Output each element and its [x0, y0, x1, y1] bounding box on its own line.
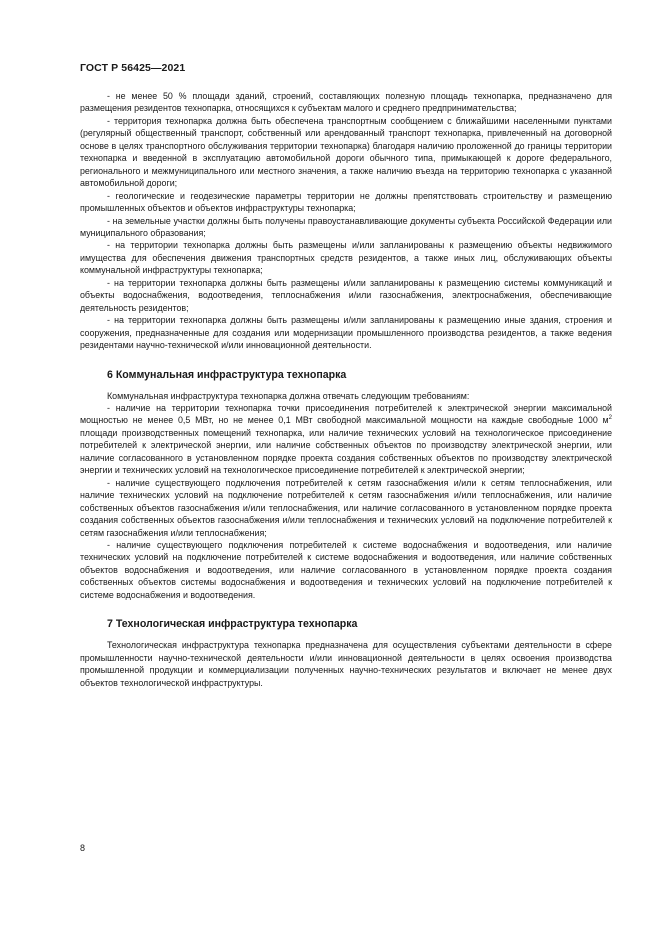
paragraph-intro-6: - на территории технопарка должны быть размещены и/или запланированы к размещению системы коммуникаций и объекты водоснабжения, водоотведения, теплоснабжения и/или газоснабжения, электроснабжения, обеспечивающие деятельность резидентов; — [80, 277, 612, 313]
paragraph-intro-5: - на территории технопарка должны быть размещены и/или запланированы к размещению объекты недвижимого имущества для обеспечения движения транспортных средств резидентов, а также иных лиц, обслуживающих объекты коммунальной инфраструктуры технопарка; — [80, 240, 612, 276]
square-meter-superscript: 2 — [608, 415, 612, 422]
paragraph-intro-1: - не менее 50 % площади зданий, строений, составляющих полезную площадь технопарка, предназначено для размещения резидентов технопарка, относящихся к субъектам малого и среднего предпринимательства; — [80, 91, 612, 114]
section-6-item-2: - наличие существующего подключения потребителей к сетям газоснабжения и/или к сетям теплоснабжения, или наличие технических условий на подключение потребителей к сетям газоснабжения и/или теплоснабжения, или наличие собственных объектов газоснабжения и/или теплоснабжения, или наличие согласованного в установленном порядке проекта создания собственных объектов газоснабжения и/или теплоснабжения и технических условий на подключение потребителей к сетям газоснабжения и/или теплоснабжения; — [80, 477, 612, 538]
page-number: 8 — [80, 843, 86, 853]
paragraph-intro-4: - на земельные участки должны быть получены правоустанавливающие документы субъекта Российской Федерации или муниципального образования; — [80, 215, 612, 238]
section-6-lead: Коммунальная инфраструктура технопарка должна отвечать следующим требованиям: — [107, 390, 470, 401]
section-6-item-1 — [80, 402, 612, 477]
section-7-heading: 7 Технологическая инфраструктура технопарка — [107, 618, 358, 631]
section-6-item-3: - наличие существующего подключения потребителей к системе водоснабжения и водоотведения, или наличие технических условий на подключение потребителей к системе водоснабжения и водоотведения, или наличие собственных объектов водоснабжения и водоотведения, или наличие согласованного в установленном порядке проекта создания собственных объектов системы водоснабжения и водоотведения и технических условий на подключение потребителей к системе водоснабжения и водоотведения. — [80, 539, 612, 600]
section-6-item-1-text-a: - наличие на территории технопарка точки присоединения потребителей к электрической энергии максимальной мощностью не менее 0,5 МВт, но не менее 0,1 МВт свободной максимальной мощности на каждые свободные 1000 м — [80, 402, 612, 426]
page-content — [80, 90, 612, 689]
paragraph-intro-7: - на территории технопарка должны быть размещены и/или запланированы к размещению иные здания, строения и сооружения, предназначенные для создания или модернизации промышленного производства резидентов, а также ведения резидентами научно-технической и/или инновационной деятельности. — [80, 315, 612, 351]
section-6-heading: 6 Коммунальная инфраструктура технопарка — [107, 368, 347, 381]
section-6-item-1-text-b: площади производственных помещений технопарка, или наличие технических условий на технологическое присоединение потребителей к электрической энергии, или наличие собственных объектов по производству электрической энергии, или наличие согласованного в установленном порядке проекта создания собственных объектов по производству электрической энергии и технических условий на технологическое присоединение потребителей к электрической энергии; — [80, 427, 612, 476]
section-7-text: Технологическая инфраструктура технопарка предназначена для осуществления субъектами деятельности в сфере промышленности научно-технической деятельности и/или инновационной деятельности в целях освоения производства промышленной продукции и коммерциализации полученных научно-технических результатов и включает не менее двух объектов технологической инфраструктуры. — [80, 640, 612, 688]
paragraph-intro-3: - геологические и геодезические параметры территории не должны препятствовать строительству и размещению промышленных объектов и объектов инфраструктуры технопарка; — [80, 190, 612, 214]
paragraph-intro-2: - территория технопарка должна быть обеспечена транспортным сообщением с ближайшими населенными пунктами (регулярный общественный транспорт, собственный или арендованный транспорт технопарка, привлеченный на договорной основе в целях транспортного обслуживания территории технопарка) благодаря наличию проложенной до границы территории технопарка и введенной в эксплуатацию автомобильной дороги обычного типа, примыкающей к дороге федерального, регионального и межмуниципального или местного значения, а также наличию въезда на территорию технопарка с указанной автомобильной дороги; — [80, 115, 612, 189]
document-code-header: ГОСТ Р 56425—2021 — [80, 62, 186, 74]
